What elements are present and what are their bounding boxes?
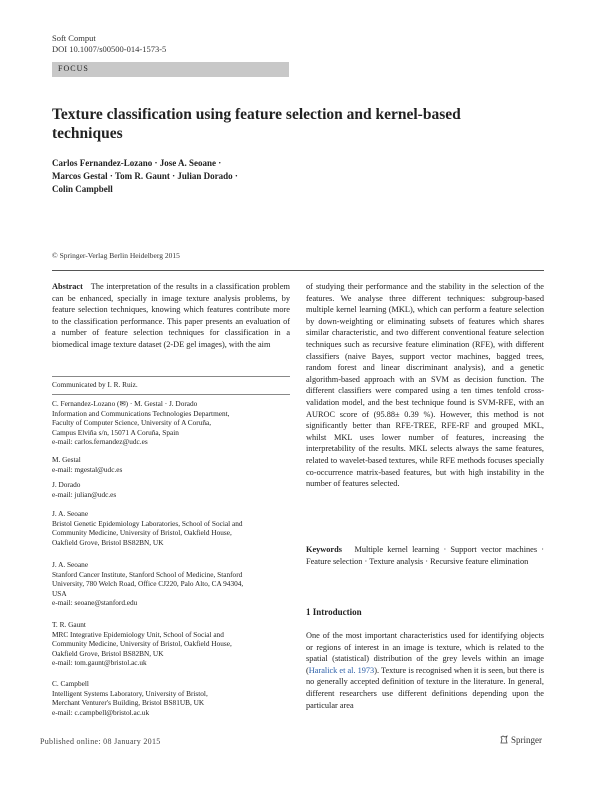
affiliation — [52, 455, 290, 474]
divider — [52, 270, 544, 271]
affiliation-line: Intelligent Systems Laboratory, University of Bristol, — [52, 688, 208, 698]
affiliation-email[interactable]: e-mail: mgestal@udc.es — [52, 464, 123, 474]
springer-horse-icon — [500, 735, 508, 744]
keywords-text: Multiple kernel learning · Support vector machines · Feature selection · Texture analysis · Recursive feature elimination — [306, 545, 544, 566]
doi: DOI 10.1007/s00500-014-1573-5 — [52, 44, 167, 54]
affiliation-line: Bristol Genetic Epidemiology Laboratories, School of Social and — [52, 518, 243, 528]
affiliation — [52, 480, 290, 499]
paper-title: Texture classification using feature selection and kernel-based techniques — [52, 106, 461, 142]
journal-name: Soft Comput — [52, 33, 96, 43]
abstract-right: of studying their performance and the stability in the selection of the features. We analyse three different techniques: subgroup-based multiple kernel learning (MKL), which can perform a feature selection by down-weighting or eliminating subsets of features which shares similar characteristic, and two different conventional feature selection techniques such as recursive feature elimination (RFE), with different classifiers (naive Bayes, support vector machines, bagged trees, random forest and linear discriminant analysis), and a genetic algorithm-based approach with an SVM as decision function. The different classifiers were compared using a ten times tenfold cross-validation model, and the best technique found is SVM-RFE, with an AUROC score of (95.88± 0.39 %). However, this method is not significantly better than RFE-TREE, RFE-RF and grouped MKL, whilst MKL uses lower number of features, increasing the interpretability of the results. MKL selects always the same features, related to wavelet-based textures, while RFE methods focuses specially co-occurrence matrix-based features, but with high instability in the number of features selected. — [306, 282, 544, 489]
affiliation-email[interactable]: e-mail: tom.gaunt@bristol.ac.uk — [52, 658, 147, 668]
publisher-name: Springer — [511, 735, 542, 745]
intro-text: ). Texture is recognised when it is seen, but there is no generally accepted definition of texture in the literature. In general, different researchers use different definitions depending upon the particular area — [306, 665, 544, 710]
affiliation-line: J. A. Seoane — [52, 509, 89, 518]
author-line: Carlos Fernandez-Lozano · Jose A. Seoane · — [52, 158, 222, 168]
affiliation — [52, 560, 290, 608]
affiliation-line: USA — [52, 588, 67, 598]
abstract-text-left: The interpretation of the results in a classification problem can be enhanced, specially in image texture analysis problems, by feature selection techniques, knowing which features contribute more to the classification performance. This paper presents an evaluation of a number of feature selection techniques for classification in a biomedical image texture dataset (2-DE gel images), with the aim — [52, 282, 290, 349]
affiliation-line: C. Campbell — [52, 679, 89, 688]
section-heading: 1 Introduction — [306, 607, 362, 617]
publisher-logo — [500, 735, 542, 745]
affiliation-line: Stanford Cancer Institute, Stanford School of Medicine, Stanford — [52, 569, 243, 579]
affiliation-line: MRC Integrative Epidemiology Unit, School of Social and — [52, 629, 224, 639]
affiliation-line: Information and Communications Technologies Department, — [52, 408, 230, 418]
affiliation-email[interactable]: e-mail: julian@udc.es — [52, 489, 117, 499]
abstract-label: Abstract — [52, 282, 83, 291]
copyright-notice: © Springer-Verlag Berlin Heidelberg 2015 — [52, 251, 180, 260]
affiliation-email[interactable]: e-mail: seoane@stanford.edu — [52, 598, 138, 608]
section-label: FOCUS — [58, 64, 89, 73]
affiliation-email[interactable]: e-mail: c.campbell@bristol.ac.uk — [52, 707, 150, 717]
journal-header — [52, 33, 166, 55]
published-date: Published online: 08 January 2015 — [40, 737, 161, 746]
keywords-label: Keywords — [306, 545, 342, 554]
author-line: Marcos Gestal · Tom R. Gaunt · Julian Dorado · — [52, 171, 238, 181]
communicated-by: Communicated by I. R. Ruiz. — [52, 380, 138, 389]
affiliation — [52, 509, 290, 547]
affiliation-line: M. Gestal — [52, 455, 81, 464]
affiliation-line: Faculty of Computer Science, University of A Coruña, — [52, 418, 212, 428]
affiliation-line: J. Dorado — [52, 480, 81, 489]
abstract-left — [52, 281, 290, 351]
introduction-text — [306, 630, 544, 711]
intro-text: One of the most important characteristics used for identifying objects or regions of interest in an image is texture, which is related to the spatial (statistical) distribution of the grey levels within an image ( — [306, 631, 544, 675]
affiliation — [52, 679, 290, 717]
author-list — [52, 157, 302, 196]
affiliation-line: Community Medicine, University of Bristol, Oakfield House, — [52, 528, 232, 538]
citation-link[interactable]: Haralick et al. 1973 — [308, 665, 375, 675]
affiliation-line: T. R. Gaunt — [52, 620, 86, 629]
divider — [52, 394, 290, 395]
affiliation-line: University, 780 Welch Road, Office CJ220, Palo Alto, CA 94304, — [52, 579, 244, 589]
author-line: Colin Campbell — [52, 184, 113, 194]
affiliation-email[interactable]: e-mail: carlos.fernandez@udc.es — [52, 437, 148, 447]
affiliation-line: Oakfield Grove, Bristol BS82BN, UK — [52, 537, 164, 547]
divider — [52, 376, 290, 377]
affiliation — [52, 620, 290, 668]
affiliation-line: Campus Elviña s/n, 15071 A Coruña, Spain — [52, 427, 179, 437]
affiliation-line: J. A. Seoane — [52, 560, 89, 569]
affiliation-line: Merchant Venturer's Building, Bristol BS81UB, UK — [52, 698, 205, 708]
affiliation-line: Community Medicine, University of Bristol, Oakfield House, — [52, 639, 232, 649]
affiliation — [52, 399, 290, 447]
affiliation-line: C. Fernandez-Lozano (✉) · M. Gestal · J. Dorado — [52, 399, 198, 408]
affiliation-line: Oakfield Grove, Bristol BS82BN, UK — [52, 648, 164, 658]
keywords — [306, 544, 544, 567]
